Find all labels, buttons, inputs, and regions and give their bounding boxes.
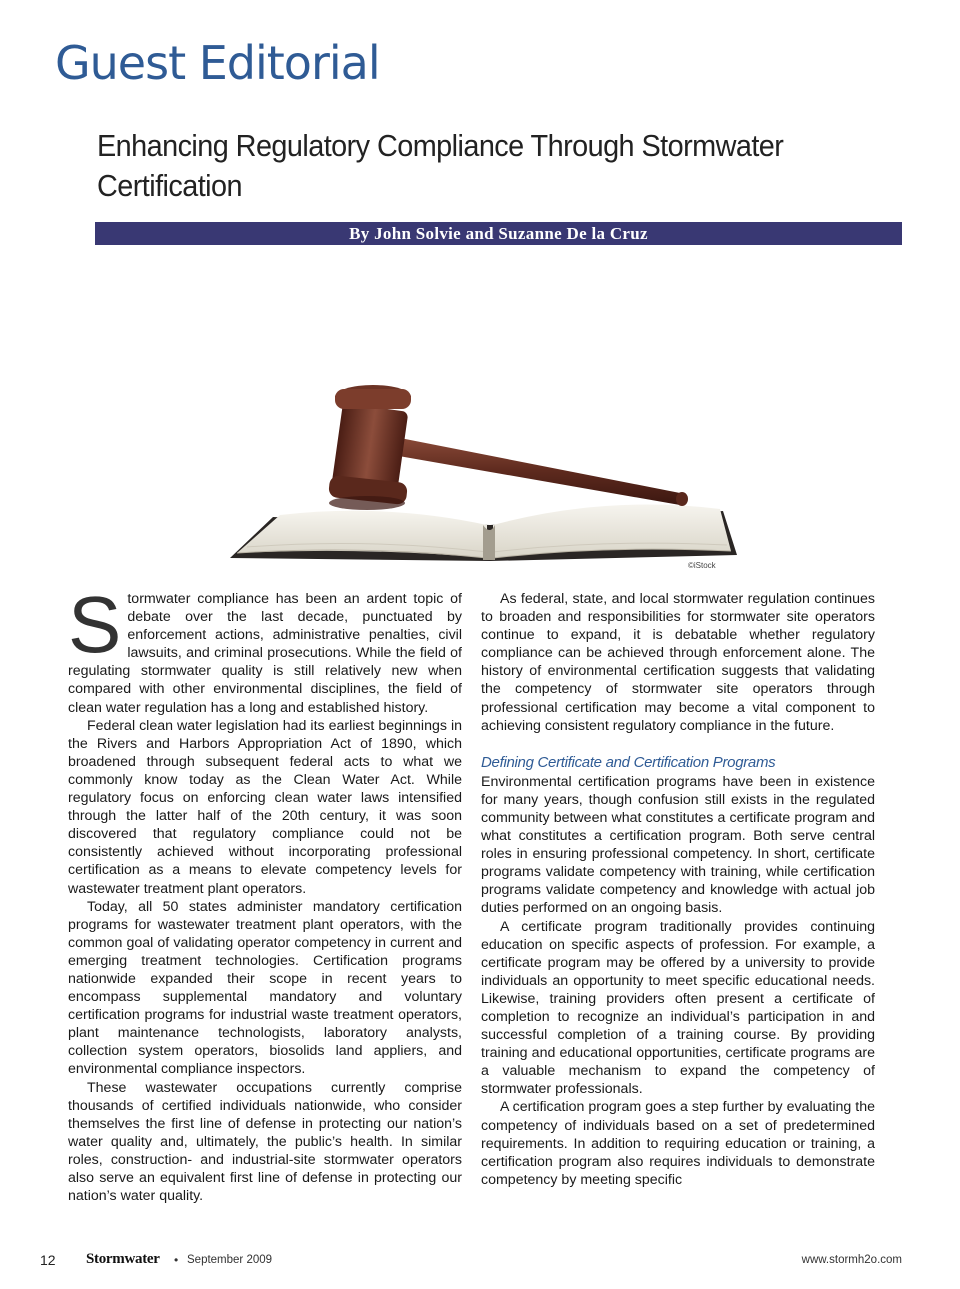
website-url: www.stormh2o.com (801, 1254, 902, 1266)
magazine-name: Stormwater (86, 1251, 160, 1267)
paragraph: Federal clean water legislation had its earliest beginnings in the Rivers and Harbors Appropriation Act of 1890, which broadened through subsequent federal acts to what we commonly know today as the Clean Water Act. While regulatory focus on enforcing clean water laws intensified through the latter half of the 20th century, it was soon discovered that regulatory compliance could not be consistently achieved without incorporating professional certification as a means to elevate competency levels for wastewater treatment plant operators. (68, 717, 462, 897)
image-credit: ©iStock (688, 561, 716, 570)
footer-bullet: • (174, 1253, 179, 1267)
paragraph: Today, all 50 states administer mandatory certification programs for wastewater treatment plant operators, with the common goal of validating operator competency in current and emerging treatment technologies. Certification programs nationwide expanded their scope in recent years to encompass supplemental mandatory and voluntary certification programs for industrial waste treatment operators, plant maintenance technologists, laboratory analysts, collection system operators, biosolids land appliers, and environmental compliance inspectors. (68, 898, 462, 1078)
section-title: Guest Editorial (55, 36, 380, 90)
paragraph: A certification program goes a step further by evaluating the competency of individuals based on a set of predetermined requirements. In addition to requiring education or training, a certification program also requires individuals to demonstrate competency by meeting specific (481, 1099, 875, 1188)
paragraph: Stormwater compliance has been an ardent topic of debate over the last decade, punctuated by enforcement actions, administrative penalties, civil lawsuits, and criminal prosecutions. While the field of regulating stormwater quality is still relatively new when compared with other environmental disciplines, the field of clean water regulation has a long and established history. (68, 580, 462, 716)
paragraph: Environmental certification programs have been in existence for many years, though confusion still exists in the regulated community between what constitutes a certificate program and what constitutes a certification program. Both serve central roles in ensuring professional competency. In short, certificate programs validate competency with training, while certification programs validate competency and knowledge with actual job duties performed on an ongoing basis. (481, 773, 875, 917)
gavel-book-image (225, 375, 745, 565)
drop-cap: S (68, 580, 122, 669)
article-column-left (68, 580, 462, 1205)
paragraph: These wastewater occupations currently comprise thousands of certified individuals nationwide, who consider themselves the first line of defense in protecting our nation’s water quality and, ultimately, the public’s health. In similar roles, construction- and industrial-site stormwater operators also serve an equivalent first line of defense in protecting our nation’s water quality. (68, 1079, 462, 1205)
article-headline: Enhancing Regulatory Compliance Through Stormwater Certification (97, 128, 784, 203)
section-subhead: Defining Certificate and Certification Programs (481, 753, 776, 771)
page-number: 12 (40, 1252, 56, 1268)
paragraph: A certificate program traditionally provides continuing education on specific aspects of profession. For example, a certificate program may be offered by a university to provide individuals an opportunity to meet specific educational needs. Likewise, training providers often present a certificate of completion to recognize an individual’s participation in and successful completion of a training course. By providing training and educational opportunities, certificate programs are a valuable mechanism to expand the competency of stormwater professionals. (481, 918, 875, 1098)
issue-date: September 2009 (187, 1254, 273, 1266)
paragraph: As federal, state, and local stormwater regulation continues to broaden and responsibilities for stormwater site operators continue to expand, it is debatable whether regulatory compliance can be achieved through enforcement alone. The history of environmental certification suggests that validating the competency of stormwater site operators through professional certification may become a vital component to achieving consistent regulatory compliance in the future. (481, 591, 875, 734)
byline-bar: By John Solvie and Suzanne De la Cruz (95, 222, 902, 245)
article-column-right (481, 590, 875, 1189)
